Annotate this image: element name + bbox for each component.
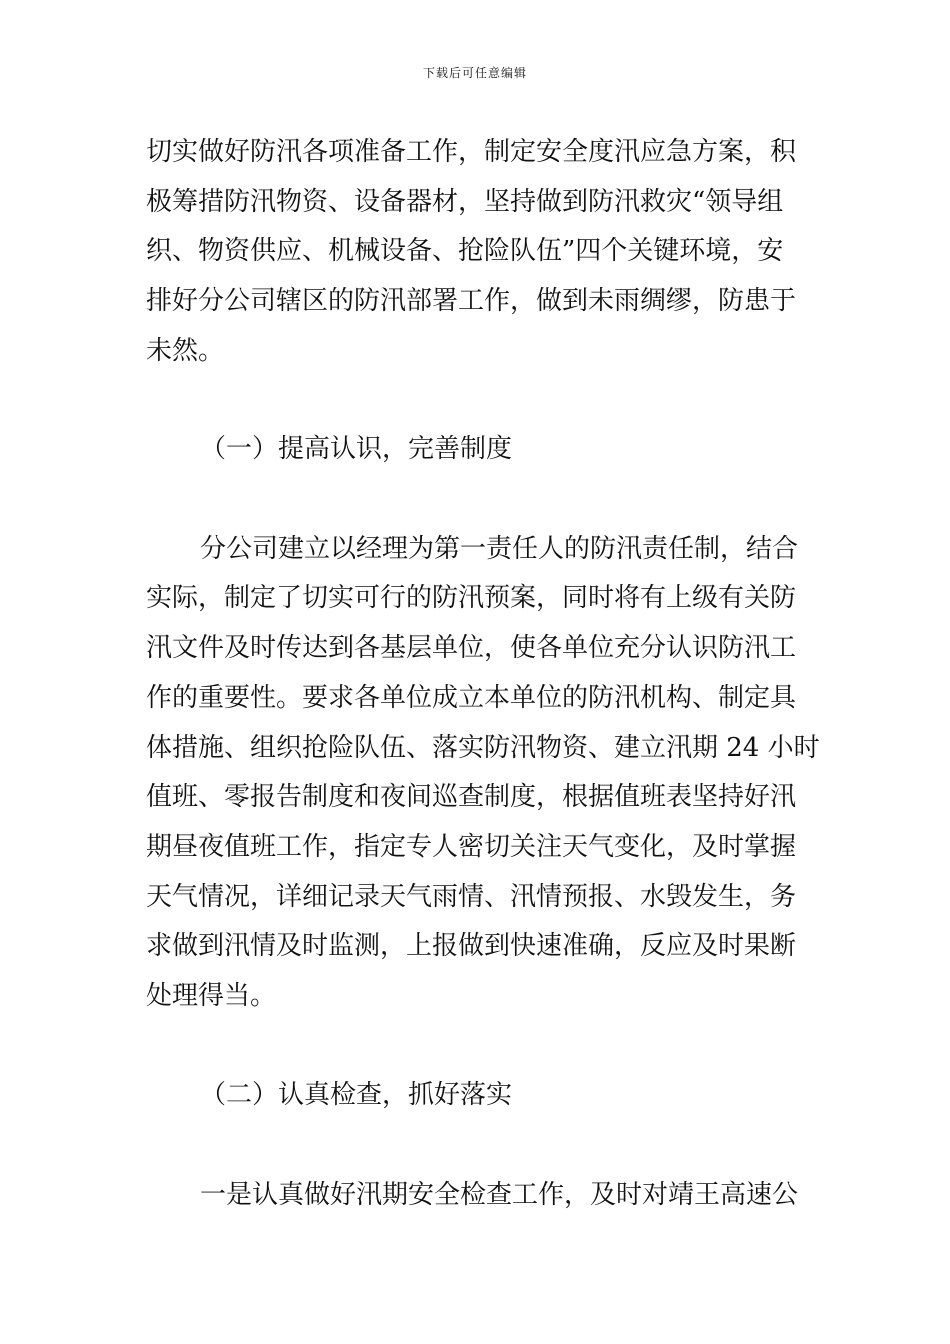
paragraph-3-line-1: 一是认真做好汛期安全检查工作，及时对靖王高速公: [200, 1180, 799, 1210]
paragraph-1-line-3: 织、物资供应、机械设备、抢险队伍”四个关键环境，安: [146, 236, 784, 266]
section-heading-1: （一）提高认识，完善制度: [200, 434, 513, 464]
paragraph-1-line-2: 极筹措防汛物资、设备器材，坚持做到防汛救灾“领导组: [146, 187, 784, 217]
paragraph-1-line-5: 未然。: [146, 336, 225, 366]
paragraph-2-line-2: 实际，制定了切实可行的防汛预案，同时将有上级有关防: [146, 583, 797, 613]
paragraph-1-line-1: 切实做好防汛各项准备工作，制定安全度汛应急方案，积: [146, 137, 797, 167]
header-note: 下载后可任意编辑: [422, 66, 527, 80]
paragraph-1-line-4: 排好分公司辖区的防汛部署工作，做到未雨绸缪，防患于: [146, 286, 797, 316]
paragraph-2-line-5: 体措施、组织抢险队伍、落实防汛物资、建立汛期 24 小时: [146, 733, 820, 763]
paragraph-2-line-9: 求做到汛情及时监测，上报做到快速准确，反应及时果断: [146, 931, 797, 961]
paragraph-2-line-6: 值班、零报告制度和夜间巡查制度，根据值班表坚持好汛: [146, 782, 797, 812]
paragraph-2-line-10: 处理得当。: [146, 981, 277, 1011]
paragraph-2-line-4: 作的重要性。要求各单位成立本单位的防汛机构、制定具: [146, 683, 797, 713]
paragraph-2-line-3: 汛文件及时传达到各基层单位，使各单位充分认识防汛工: [146, 633, 797, 663]
section-heading-2: （二）认真检查，抓好落实: [200, 1080, 513, 1110]
paragraph-2-line-7: 期昼夜值班工作，指定专人密切关注天气变化，及时掌握: [146, 832, 797, 862]
paragraph-2-line-1: 分公司建立以经理为第一责任人的防汛责任制，结合: [200, 534, 799, 564]
paragraph-2-line-8: 天气情况，详细记录天气雨情、汛情预报、水毁发生，务: [146, 882, 797, 912]
